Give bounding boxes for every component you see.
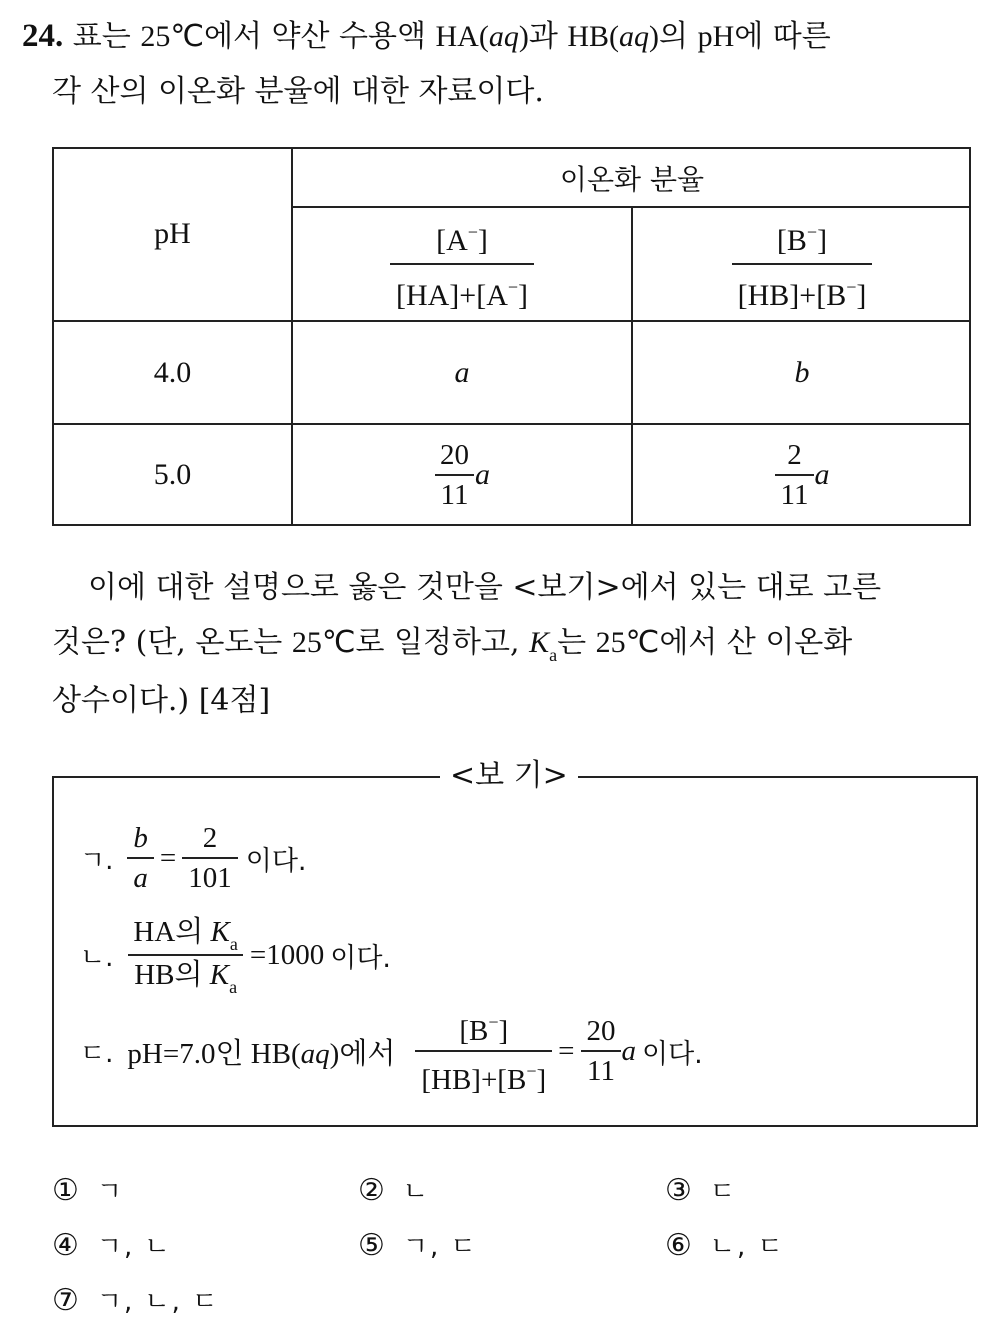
prompt-line-3: 상수이다.) [4점]: [52, 683, 271, 718]
question-line-1: [22, 16, 831, 57]
acid-ha: HA(aq): [435, 20, 529, 53]
choice-2[interactable]: ② ㄴ: [358, 1173, 431, 1208]
choice-4[interactable]: ④ ㄱ, ㄴ: [52, 1228, 172, 1263]
header-ionization-fraction: 이온화 분율: [559, 162, 705, 196]
header-a-fraction: $\frac{[A^-]}{[HA]+[A^-]}$: [293, 208, 631, 320]
choice-7[interactable]: ⑦ ㄱ, ㄴ, ㄷ: [52, 1283, 220, 1318]
row1-b: b: [794, 355, 810, 389]
stem-text-2: 에서 약산 수용액: [204, 19, 426, 54]
bogi-title: <보 기>: [440, 758, 578, 794]
header-b-fraction: $\frac{[B^-]}{[HB]+[B^-]}$: [633, 208, 971, 320]
stem-text-1: 표는: [72, 19, 131, 54]
stem-ph: pH: [697, 20, 735, 53]
ionization-table: [52, 147, 971, 526]
choice-5[interactable]: ⑤ ㄱ, ㄷ: [358, 1228, 478, 1263]
choice-3[interactable]: ③ ㄷ: [665, 1173, 738, 1208]
stem-text-4: 의: [659, 19, 689, 54]
acid-hb: HB(aq): [567, 20, 660, 53]
row1-ph: 4.0: [153, 355, 192, 389]
stem-temp: 25℃: [140, 20, 205, 53]
row2-a: $\frac{20}{11}$ a: [293, 425, 631, 524]
stem-text-3: 과: [528, 19, 558, 54]
row1-a: a: [454, 355, 470, 389]
choice-6[interactable]: ⑥ ㄴ, ㄷ: [665, 1228, 785, 1263]
bogi-item-3: ㄷ. pH=7.0인 HB(aq)에서 $\frac{[B^-]}{[HB]+[B^-]}$ = $\frac{20}{11}$ a 이다.: [80, 1012, 703, 1096]
header-ph: pH: [154, 217, 191, 250]
prompt-line-2: 것은? (단, 온도는 25℃로 일정하고, $K_a$는 25℃에서 산 이온화: [52, 625, 853, 665]
row2-ph: 5.0: [153, 457, 192, 491]
question-number: 24.: [22, 18, 64, 54]
bogi-item-1: ㄱ. $\frac{b}{a}$ = $\frac{2}{101}$ 이다.: [80, 822, 307, 894]
choice-1[interactable]: ① ㄱ: [52, 1173, 125, 1208]
stem-text-5: 에 따른: [734, 19, 831, 54]
bogi-item-2: ㄴ. $\frac{HA의 K_a}{HB의 K_a}$ =1000 이다.: [80, 916, 391, 997]
question-line-2: 각 산의 이온화 분율에 대한 자료이다.: [52, 74, 544, 109]
row2-b: $\frac{2}{11}$ a: [633, 425, 971, 524]
prompt-line-1: 이에 대한 설명으로 옳은 것만을 <보기>에서 있는 대로 고른: [88, 570, 882, 605]
